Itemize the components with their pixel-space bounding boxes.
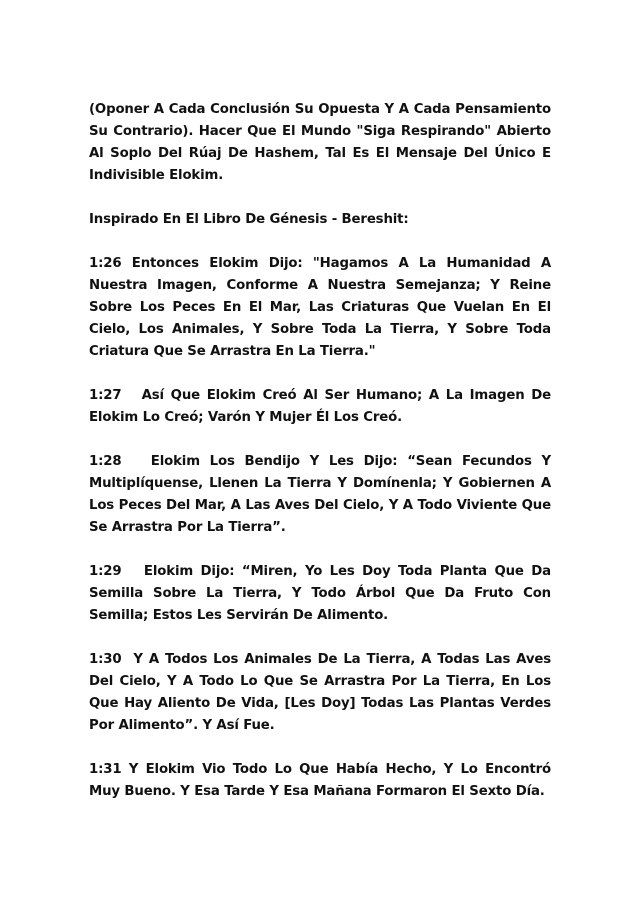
source-heading: Inspirado En El Libro De Génesis - Bereshit: xyxy=(89,212,409,227)
verse-1-30: 1:30 Y A Todos Los Animales De La Tierra, A Todas Las Aves Del Cielo, Y A Todo Lo Que Se Arrastra Por La Tierra, En Los Que Hay Aliento De Vida, [Les Doy] Todas Las Plantas Verdes Por Alimento”. Y Así Fue. xyxy=(89,652,556,733)
intro-paragraph: (Oponer A Cada Conclusión Su Opuesta Y A Cada Pensamiento Su Contrario). Hacer Que El Mundo "Siga Respirando" Abierto Al Soplo Del Rúaj De Hashem, Tal Es El Mensaje Del Único E Indivisible Elokim. xyxy=(89,102,551,183)
verse-1-27: 1:27 Así Que Elokim Creó Al Ser Humano; A La Imagen De Elokim Lo Creó; Varón Y Mujer Él Los Creó. xyxy=(89,388,556,425)
verse-1-28: 1:28 Elokim Los Bendijo Y Les Dijo: “Sean Fecundos Y Multiplíquense, Llenen La Tierra Y Domínenla; Y Gobiernen A Los Peces Del Mar, A Las Aves Del Cielo, Y A Todo Viviente Que Se Arrastra Por La Tierra”. xyxy=(89,454,556,535)
document-page xyxy=(89,99,556,803)
verse-1-29: 1:29 Elokim Dijo: “Miren, Yo Les Doy Toda Planta Que Da Semilla Sobre La Tierra, Y Todo Árbol Que Da Fruto Con Semilla; Estos Les Servirán De Alimento. xyxy=(89,564,556,623)
verse-1-31: 1:31 Y Elokim Vio Todo Lo Que Había Hecho, Y Lo Encontró Muy Bueno. Y Esa Tarde Y Esa Mañana Formaron El Sexto Día. xyxy=(89,762,551,799)
verse-1-26: 1:26 Entonces Elokim Dijo: "Hagamos A La Humanidad A Nuestra Imagen, Conforme A Nuestra Semejanza; Y Reine Sobre Los Peces En El Mar, Las Criaturas Que Vuelan En El Cielo, Los Animales, Y Sobre Toda La Tierra, Y Sobre Toda Criatura Que Se Arrastra En La Tierra." xyxy=(89,256,551,359)
